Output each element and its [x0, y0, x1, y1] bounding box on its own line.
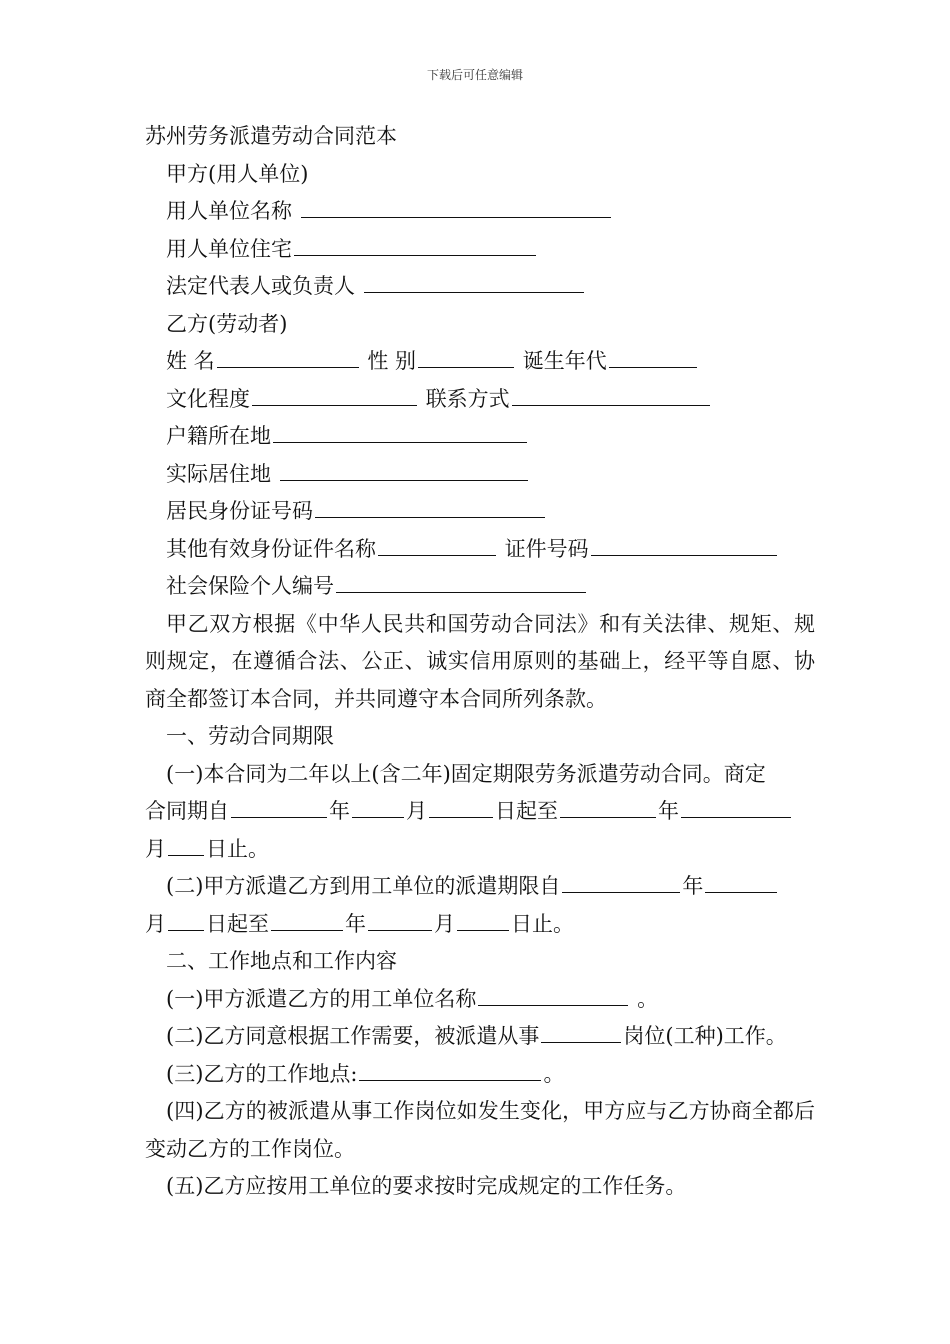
dispatch-end-month-blank[interactable]: [368, 906, 432, 931]
section1-item2-line1: [145, 868, 815, 906]
education-label: 文化程度: [166, 386, 250, 411]
employer-name-label: 用人单位名称: [166, 199, 292, 223]
name-gender-birth-row: [145, 343, 815, 381]
month-label: 月: [145, 836, 166, 861]
start-day-label: 日起至: [495, 799, 558, 823]
social-insurance-label: 社会保险个人编号: [166, 574, 334, 598]
section1-item1-line2: [145, 793, 815, 831]
dispatch-start-year-blank[interactable]: [562, 868, 680, 893]
section2-item4: (四)乙方的被派遣从事工作岗位如发生变化，甲方应与乙方协商全都后变动乙方的工作岗位。: [145, 1099, 815, 1161]
household-blank[interactable]: [273, 418, 527, 443]
section2-item3-text: (三)乙方的工作地点:: [166, 1061, 358, 1086]
section2-item2: [145, 1018, 815, 1056]
education-blank[interactable]: [252, 381, 417, 406]
dispatch-start-month-blank[interactable]: [705, 868, 777, 893]
contract-start-month-blank[interactable]: [352, 793, 404, 818]
contract-period-label: 合同期自: [145, 799, 229, 823]
section2-item3-end: 。: [543, 1061, 565, 1086]
cert-number-label: 证件号码: [504, 536, 589, 561]
section1-item1-text: (一)本合同为二年以上(含二年)固定期限劳务派遣劳动合同。商定: [166, 761, 766, 786]
employer-address-blank[interactable]: [294, 231, 536, 256]
party-a-heading: 甲方(用人单位): [166, 161, 309, 186]
position-blank[interactable]: [541, 1018, 621, 1043]
section2-item1-end: 。: [637, 986, 659, 1011]
year-label: 年: [345, 911, 366, 936]
preamble-paragraph: 甲乙双方根据《中华人民共和国劳动合同法》和有关法律、规矩、规则规定，在遵循合法、公正、诚实信用原则的基础上，经平等自愿、协商全都签订本合同，并共同遵守本合同所列条款。: [145, 611, 815, 711]
dispatch-end-day-blank[interactable]: [457, 906, 509, 931]
worker-name-label: 姓 名: [166, 349, 215, 373]
party-b-heading: 乙方(劳动者): [166, 311, 288, 336]
dispatch-start-day-blank[interactable]: [168, 906, 204, 931]
header-note: 下载后可任意编辑: [426, 68, 523, 82]
household-row: [145, 418, 815, 456]
section1-item2-text: (二)甲方派遣乙方到用工单位的派遣期限自: [166, 874, 561, 898]
month-label: 月: [406, 799, 427, 823]
residence-label: 实际居住地: [166, 461, 271, 486]
end-day-label: 日止。: [206, 836, 269, 861]
section2-item1-text: (一)甲方派遣乙方的用工单位名称: [166, 986, 477, 1011]
gender-blank[interactable]: [418, 343, 514, 368]
employer-address-row: [145, 231, 815, 269]
birth-label: 诞生年代: [522, 349, 607, 373]
year-label: 年: [682, 874, 704, 898]
document-body: [145, 118, 815, 1206]
section2-item2-end: 岗位(工种)工作。: [623, 1024, 787, 1048]
id-number-row: [145, 493, 815, 531]
cert-number-blank[interactable]: [591, 531, 777, 556]
household-label: 户籍所在地: [166, 424, 271, 448]
section2-item1: [145, 981, 815, 1019]
other-id-blank[interactable]: [378, 531, 496, 556]
year-label: 年: [329, 799, 350, 823]
social-insurance-blank[interactable]: [336, 568, 586, 593]
end-day-label: 日止。: [511, 911, 574, 936]
birth-blank[interactable]: [609, 343, 697, 368]
section1-item1-line1: [145, 756, 815, 794]
residence-row: [145, 456, 815, 494]
employer-name-blank[interactable]: [301, 193, 611, 218]
contract-end-month-blank[interactable]: [681, 793, 791, 818]
worker-name-blank[interactable]: [217, 343, 359, 368]
other-id-row: [145, 531, 815, 569]
section2-item5: (五)乙方应按用工单位的要求按时完成规定的工作任务。: [166, 1174, 687, 1198]
legal-rep-blank[interactable]: [364, 268, 584, 293]
section1-item2-line2: [145, 906, 815, 944]
employing-unit-blank[interactable]: [478, 981, 628, 1006]
month-label: 月: [434, 911, 455, 936]
social-insurance-row: [145, 568, 815, 606]
work-location-blank[interactable]: [359, 1056, 541, 1081]
gender-label: 性 别: [367, 349, 417, 373]
education-contact-row: [145, 381, 815, 419]
section2-item2-text: (二)乙方同意根据工作需要，被派遣从事: [166, 1024, 540, 1048]
section1-item1-line3: [145, 831, 815, 869]
id-number-blank[interactable]: [315, 493, 545, 518]
contact-label: 联系方式: [425, 386, 510, 411]
contract-start-day-blank[interactable]: [429, 793, 493, 818]
employer-name-row: [145, 193, 815, 231]
section2-heading: 二、工作地点和工作内容: [166, 949, 397, 973]
dispatch-end-year-blank[interactable]: [271, 906, 343, 931]
section1-heading: 一、劳动合同期限: [166, 724, 334, 748]
contact-blank[interactable]: [512, 381, 710, 406]
contract-end-day-blank[interactable]: [168, 831, 204, 856]
start-day-label: 日起至: [206, 911, 269, 936]
contract-start-year-blank[interactable]: [231, 793, 327, 818]
legal-rep-label: 法定代表人或负责人: [166, 274, 355, 298]
residence-blank[interactable]: [280, 456, 528, 481]
section2-item3: [145, 1056, 815, 1094]
month-label: 月: [145, 911, 166, 936]
year-label: 年: [658, 799, 679, 823]
legal-rep-row: [145, 268, 815, 306]
id-number-label: 居民身份证号码: [166, 499, 313, 523]
other-id-label: 其他有效身份证件名称: [166, 536, 376, 561]
document-title: 苏州劳务派遣劳动合同范本: [145, 124, 397, 148]
contract-end-year-blank[interactable]: [560, 793, 656, 818]
employer-address-label: 用人单位住宅: [166, 236, 292, 261]
